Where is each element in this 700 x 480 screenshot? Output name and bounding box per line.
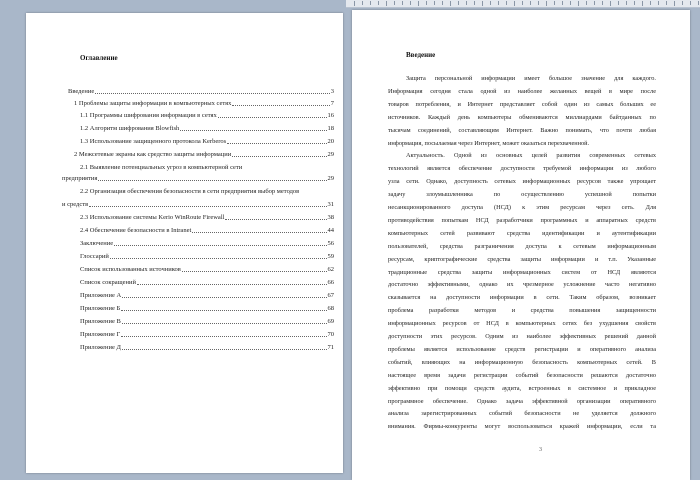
ruler-tick bbox=[546, 1, 547, 6]
toc-entry-label: Приложение В bbox=[80, 318, 121, 325]
paragraph-line: пользователей, средства разграничения доступа к сетевым информационным bbox=[388, 242, 656, 250]
toc-leader-dots bbox=[121, 310, 326, 311]
ruler-tick bbox=[354, 1, 355, 6]
ruler-tick bbox=[378, 1, 379, 5]
toc-entry-label: 1.2 Алгоритм шифрования Blowfish bbox=[80, 125, 180, 132]
ruler-tick bbox=[634, 1, 635, 5]
ruler-tick bbox=[642, 1, 643, 6]
toc-entry[interactable] bbox=[80, 188, 299, 196]
toc-entry-label: Приложение Д bbox=[80, 344, 121, 351]
paragraph-line: анализа зарегистрированных событий безопасности не уделяется должного bbox=[388, 410, 656, 418]
toc-entry-label: 1.1 Программы шифрования информации в сетях bbox=[80, 112, 217, 119]
paragraph-line: достаточно эффективными, однако их чрезмерное усложнение часто негативно bbox=[388, 281, 656, 289]
toc-entry[interactable] bbox=[80, 138, 334, 146]
toc-entry-page: 68 bbox=[327, 305, 334, 312]
ruler-tick bbox=[386, 1, 387, 6]
ruler-tick bbox=[570, 1, 571, 5]
toc-entry-page: 62 bbox=[327, 266, 334, 273]
toc-entry[interactable] bbox=[62, 175, 334, 183]
paragraph-line: товаров потребления, и Интернет представляет собой один из самых больших ее bbox=[388, 100, 656, 108]
toc-entry-page: 69 bbox=[327, 318, 334, 325]
ruler-tick bbox=[450, 1, 451, 6]
ruler-tick bbox=[626, 1, 627, 5]
paragraph-line: компьютерных сетей развивают средства идентификации и аутентификации bbox=[388, 229, 656, 237]
toc-entry[interactable] bbox=[80, 279, 334, 287]
ruler-tick bbox=[490, 1, 491, 5]
toc-entry-label: 1 Проблемы защиты информации в компьютерных сетях bbox=[74, 100, 232, 107]
toc-leader-dots bbox=[225, 219, 326, 220]
toc-entry-page: 18 bbox=[327, 125, 334, 132]
document-page-toc[interactable] bbox=[26, 13, 343, 473]
ruler-tick bbox=[370, 1, 371, 5]
toc-entry[interactable] bbox=[80, 164, 242, 172]
toc-entry-page: 7 bbox=[330, 100, 334, 107]
toc-entry-page: 59 bbox=[327, 253, 334, 260]
toc-entry[interactable] bbox=[80, 344, 334, 352]
paragraph-line: проблема разработки методов и средства повышения защищенности bbox=[388, 307, 656, 315]
paragraph-line: узла сети. Однако, доступность сетевых информационных ресурсов также упрощает bbox=[388, 178, 656, 186]
toc-entry-page: 3 bbox=[330, 88, 334, 95]
toc-entry-page: 66 bbox=[327, 279, 334, 286]
ruler-tick bbox=[650, 1, 651, 5]
ruler-tick bbox=[362, 1, 363, 5]
ruler-tick bbox=[426, 1, 427, 5]
toc-entry-label: 2.4 Обеспечение безопасности в Intranet bbox=[80, 227, 192, 234]
toc-entry-label: 2.1 Выявление потенциальных угроз в компьютерной сети bbox=[80, 164, 243, 171]
toc-entry-label: Введение bbox=[68, 88, 95, 95]
paragraph-line: проблемы является использование средств регистрации и оперативного анализа bbox=[388, 345, 656, 353]
toc-entry-page: 56 bbox=[327, 240, 334, 247]
toc-entry-page: 67 bbox=[327, 292, 334, 299]
page-number: 3 bbox=[539, 447, 542, 453]
paragraph-line: эффективно при помощи средств аудита, встроенных в системное и прикладное bbox=[388, 384, 656, 392]
paragraph-line: источников. Каждый день компьютеры обмениваются миллиардами байтданных по bbox=[388, 113, 656, 121]
toc-entry-label: и средств bbox=[62, 201, 89, 208]
paragraph-line: Актуальность. Одной из основных целей развития современных сетевых bbox=[406, 152, 656, 160]
toc-leader-dots bbox=[122, 349, 327, 350]
toc-title: Оглавление bbox=[80, 54, 118, 62]
ruler-tick bbox=[554, 1, 555, 5]
toc-entry-page: 29 bbox=[327, 175, 334, 182]
toc-entry[interactable] bbox=[80, 305, 334, 313]
toc-entry-label: Приложение Б bbox=[80, 305, 121, 312]
ruler-tick bbox=[394, 1, 395, 5]
paragraph-line: программное обеспечение. Однако задача эффективной организации оперативного bbox=[388, 397, 656, 405]
toc-leader-dots bbox=[114, 245, 326, 246]
toc-leader-dots bbox=[122, 297, 326, 298]
ruler-tick bbox=[466, 1, 467, 5]
document-page-intro[interactable] bbox=[352, 10, 690, 480]
ruler-tick bbox=[410, 1, 411, 5]
toc-entry-page: 70 bbox=[327, 331, 334, 338]
toc-entry[interactable] bbox=[80, 292, 334, 300]
toc-leader-dots bbox=[182, 271, 327, 272]
toc-leader-dots bbox=[110, 258, 327, 259]
toc-entry-label: Заключение bbox=[80, 240, 114, 247]
toc-entry[interactable] bbox=[80, 112, 334, 120]
ruler-tick bbox=[530, 1, 531, 5]
toc-leader-dots bbox=[122, 323, 327, 324]
horizontal-ruler[interactable] bbox=[346, 0, 700, 8]
toc-entry-page: 16 bbox=[327, 112, 334, 119]
toc-entry[interactable] bbox=[74, 151, 334, 159]
paragraph-line: Информация сегодня стала одной из наиболее желанных вещей в мире после bbox=[388, 87, 656, 95]
ruler-tick bbox=[458, 1, 459, 5]
toc-leader-dots bbox=[121, 336, 326, 337]
toc-leader-dots bbox=[192, 232, 326, 233]
ruler-tick bbox=[538, 1, 539, 5]
ruler-tick bbox=[482, 1, 483, 6]
toc-leader-dots bbox=[89, 206, 326, 207]
ruler-tick bbox=[514, 1, 515, 6]
toc-entry-label: 1.3 Использование защищенного протокола Kerberos bbox=[80, 138, 227, 145]
paragraph-line: информационных ресурсов от НСД в компьютерных сетях без ухудшения свойств bbox=[388, 320, 656, 328]
toc-leader-dots bbox=[137, 284, 327, 285]
toc-entry-label: 2 Межсетевые экраны как средство защиты информации bbox=[74, 151, 232, 158]
ruler-tick bbox=[402, 1, 403, 5]
paragraph-line: сказывается на доступности информации в сети. Таким образом, возникает bbox=[388, 294, 656, 302]
ruler-tick bbox=[586, 1, 587, 5]
ruler-tick bbox=[594, 1, 595, 5]
toc-leader-dots bbox=[95, 93, 330, 94]
toc-leader-dots bbox=[98, 180, 326, 181]
toc-entry-label: 2.3 Использование системы Kerio WinRoute Firewall bbox=[80, 214, 225, 221]
paragraph-line: несанкционированного доступа (НСД) к этим ресурсам через сеть. Для bbox=[388, 204, 656, 211]
toc-leader-dots bbox=[232, 156, 326, 157]
ruler-tick bbox=[698, 1, 699, 5]
paragraph-line: информация, посылаемая через Интернет, может оказаться перехваченной. bbox=[388, 139, 590, 147]
paragraph-line: тысячам соединений, составляющим Интернет. Важно понимать, что почти любая bbox=[388, 126, 656, 134]
toc-entry[interactable] bbox=[74, 100, 334, 108]
ruler-tick bbox=[690, 1, 691, 5]
paragraph-line: задачу злоумышленника по осуществлению успешной попытки bbox=[388, 191, 656, 199]
ruler-tick bbox=[442, 1, 443, 5]
paragraph-line: Защита персональной информации имеет большое значение для каждого. bbox=[406, 75, 656, 82]
paragraph-line: событий, влияющих на информационную безопасность компьютерных сетей. В bbox=[388, 358, 656, 366]
toc-entry-page: 38 bbox=[327, 214, 334, 221]
toc-entry-page: 29 bbox=[327, 151, 334, 158]
toc-leader-dots bbox=[180, 130, 326, 131]
toc-entry[interactable] bbox=[80, 253, 334, 261]
paragraph-line: противодействия попыткам НСД разработчики программных и аппаратных средств bbox=[388, 216, 656, 224]
paragraph-line: традиционные средства защиты информационных систем от НСД являются bbox=[388, 268, 656, 276]
toc-entry[interactable] bbox=[80, 240, 334, 248]
toc-entry[interactable] bbox=[80, 214, 334, 222]
toc-entry[interactable] bbox=[80, 227, 334, 235]
paragraph-line: настоящее время задачи регистрации событий безопасности решаются достаточно bbox=[388, 371, 656, 379]
toc-entry-label: Список использованных источников bbox=[80, 266, 181, 273]
toc-leader-dots bbox=[232, 105, 329, 106]
ruler-tick bbox=[562, 1, 563, 5]
ruler-tick bbox=[522, 1, 523, 5]
toc-entry[interactable] bbox=[62, 201, 334, 209]
ruler-tick bbox=[434, 1, 435, 5]
paragraph-line: доступности этих ресурсов. Одним из наиболее эффективных решений данной bbox=[388, 333, 656, 340]
ruler-tick bbox=[610, 1, 611, 6]
ruler-tick bbox=[674, 1, 675, 6]
toc-entry-label: предприятия bbox=[62, 175, 98, 182]
toc-entry-page: 71 bbox=[327, 344, 334, 351]
paragraph-line: технологий является обеспечение доступности требуемой информации из любого bbox=[388, 165, 656, 173]
intro-title: Введение bbox=[406, 51, 436, 59]
toc-entry[interactable] bbox=[80, 331, 334, 339]
ruler-tick bbox=[474, 1, 475, 5]
toc-entry[interactable] bbox=[68, 88, 334, 96]
ruler-tick bbox=[418, 1, 419, 6]
toc-entry[interactable] bbox=[80, 125, 334, 133]
toc-entry-label: 2.2 Организация обеспечения безопасности в сети предприятия выбор методов bbox=[80, 188, 300, 195]
toc-leader-dots bbox=[218, 117, 327, 118]
toc-entry-label: Глоссарий bbox=[80, 253, 109, 260]
paragraph-line: внимания. Фирмы-конкуренты могут воспользоваться кражей информации, если та bbox=[388, 423, 656, 431]
ruler-tick bbox=[658, 1, 659, 5]
toc-entry-page: 20 bbox=[327, 138, 334, 145]
toc-entry-page: 44 bbox=[327, 227, 334, 234]
ruler-tick bbox=[666, 1, 667, 5]
ruler-tick bbox=[578, 1, 579, 6]
toc-leader-dots bbox=[227, 143, 326, 144]
toc-entry[interactable] bbox=[80, 266, 334, 274]
toc-entry-page: 31 bbox=[327, 201, 334, 208]
ruler-tick bbox=[682, 1, 683, 5]
toc-entry[interactable] bbox=[80, 318, 334, 326]
toc-entry-label: Список сокращений bbox=[80, 279, 136, 286]
ruler-tick bbox=[498, 1, 499, 5]
ruler-tick bbox=[506, 1, 507, 5]
ruler-tick bbox=[602, 1, 603, 5]
ruler-tick bbox=[618, 1, 619, 5]
paragraph-line: ресурсам, криптографические средства защиты информации и т.п. Указанные bbox=[388, 255, 656, 263]
toc-entry-label: Приложение А bbox=[80, 292, 122, 299]
toc-entry-label: Приложение Г bbox=[80, 331, 121, 338]
